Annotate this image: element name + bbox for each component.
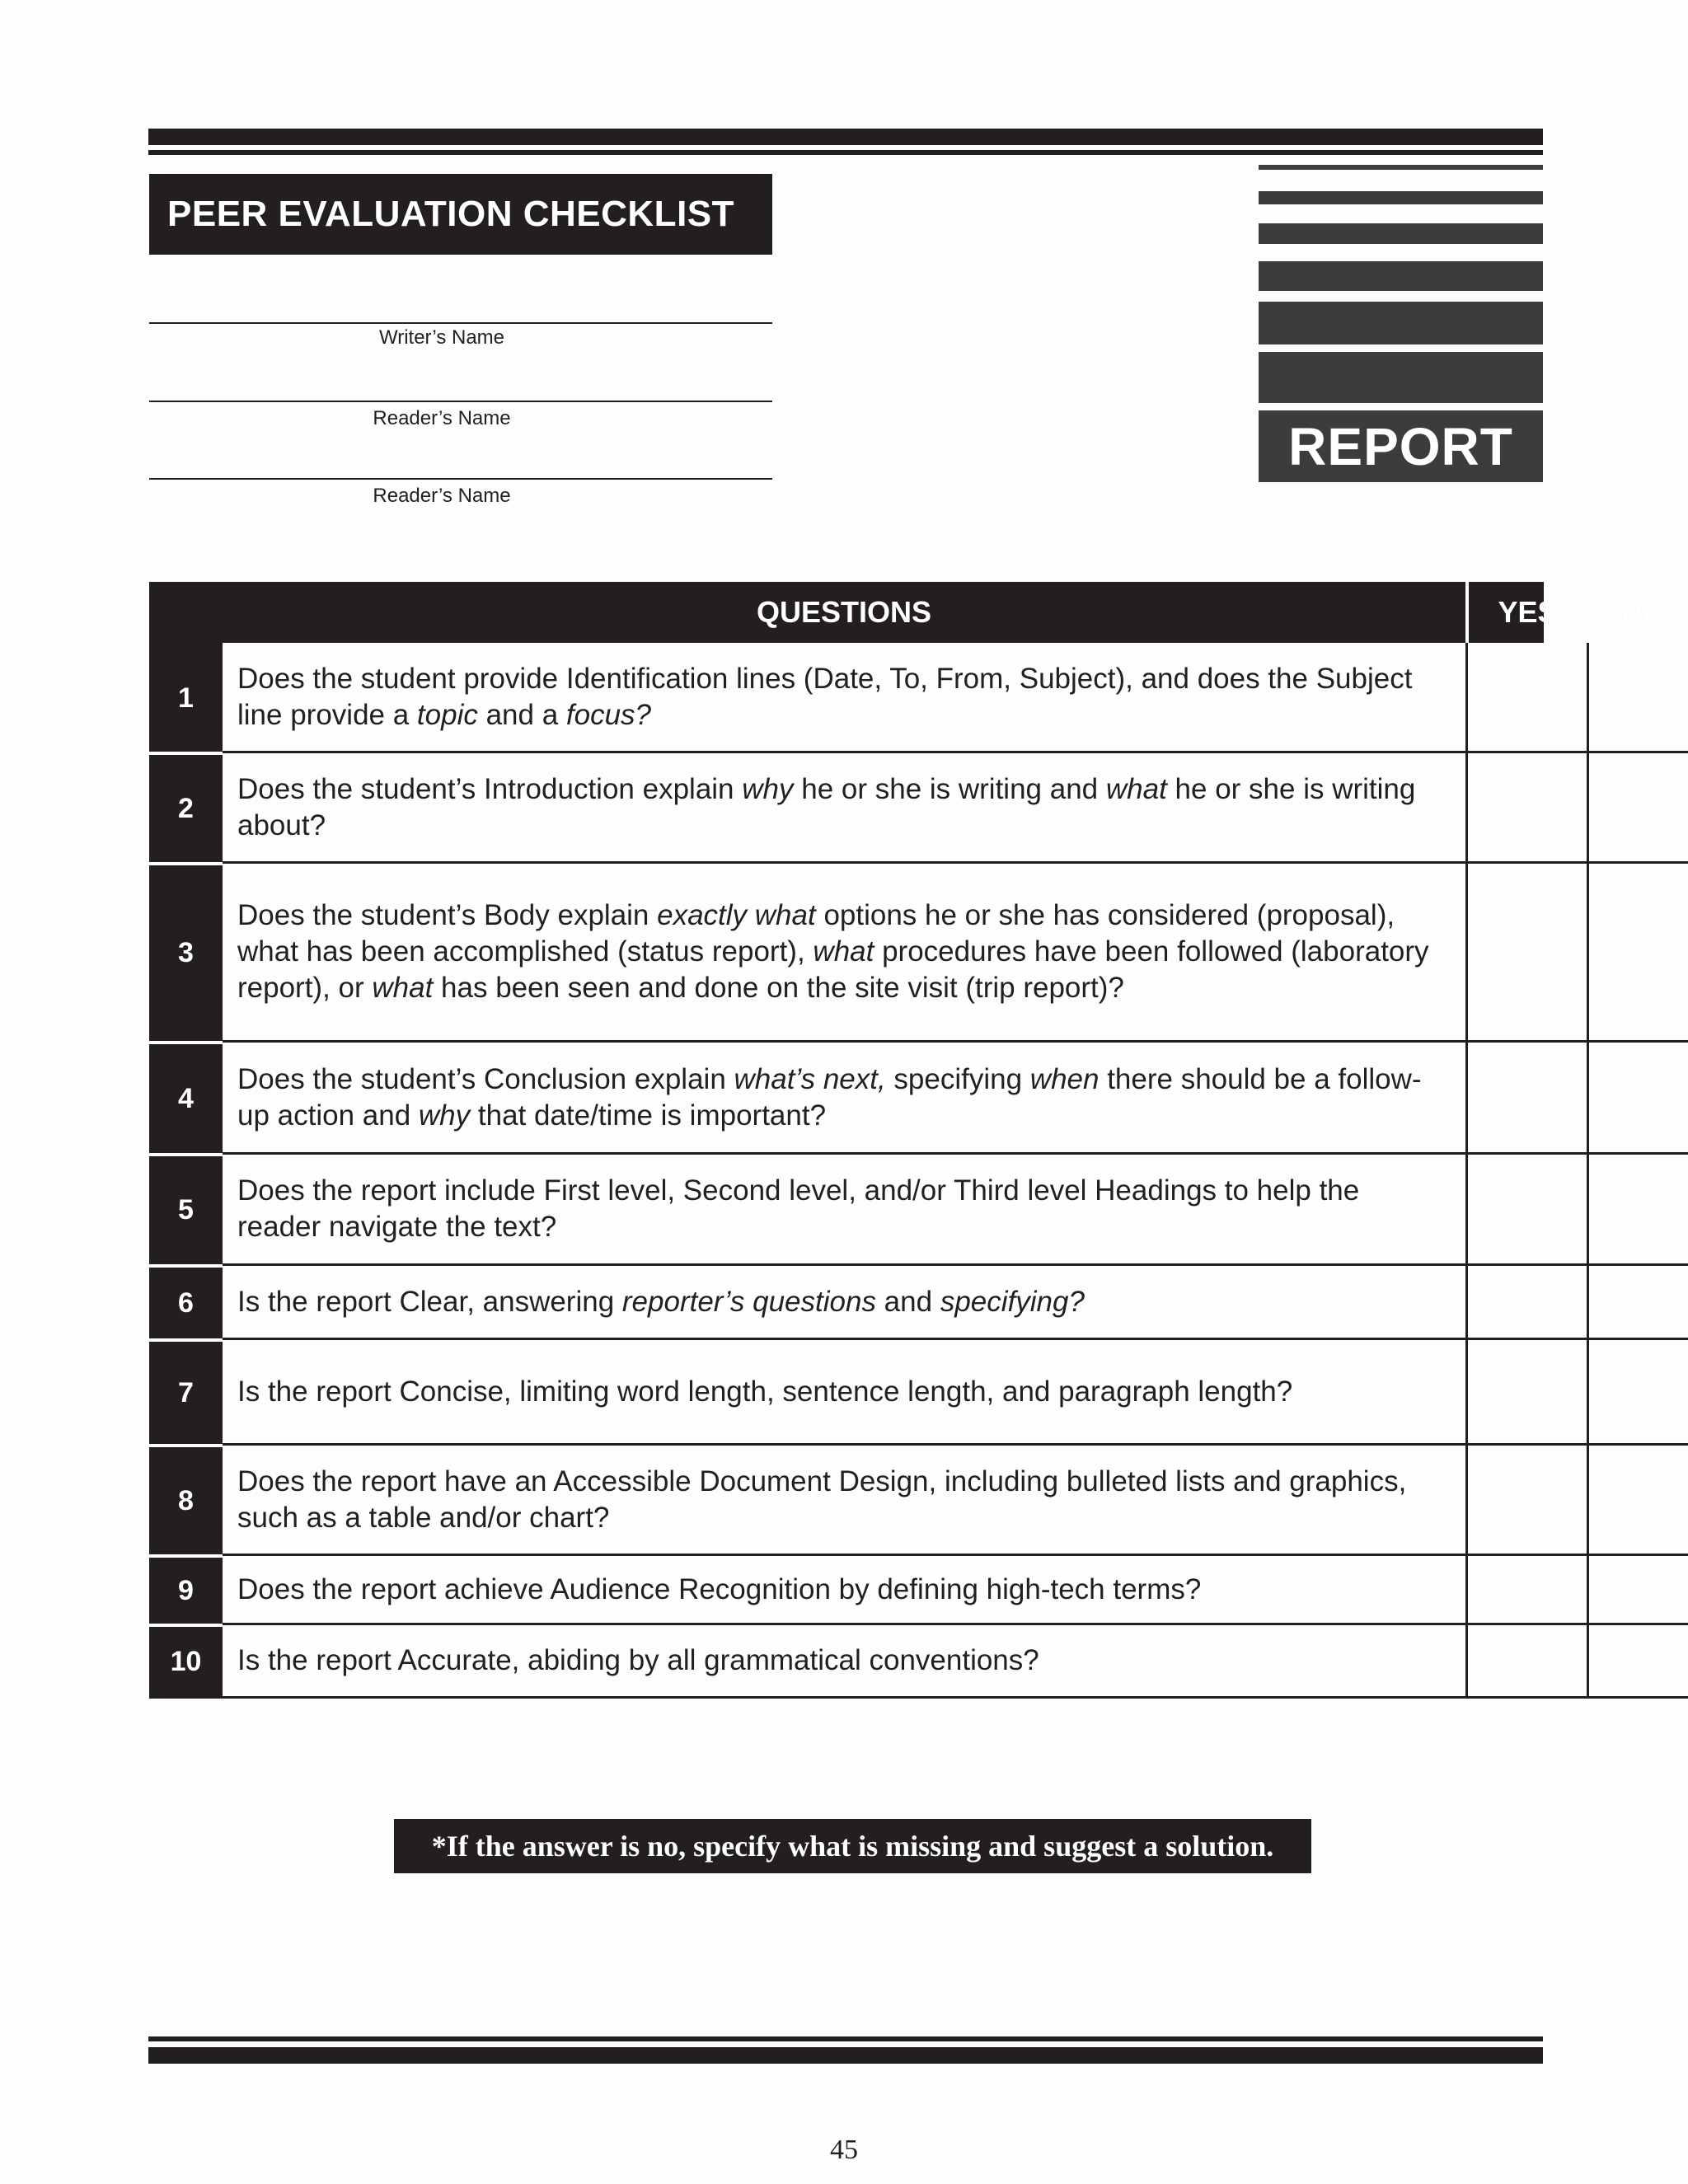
report-stripe-3 <box>1259 223 1543 244</box>
table-header <box>149 582 1677 643</box>
row-divider <box>149 1153 223 1156</box>
row-divider <box>149 752 223 755</box>
table-row <box>149 1266 1544 1340</box>
row-divider <box>149 1041 223 1044</box>
row-number: 9 <box>149 1556 223 1625</box>
no-checkbox-cell[interactable] <box>1587 1556 1688 1625</box>
question-text: Does the report achieve Audience Recognition by defining high-tech terms? <box>237 1572 1202 1605</box>
reader-name-line-1[interactable] <box>149 401 772 402</box>
question-cell <box>223 1625 1468 1699</box>
row-divider <box>149 862 223 865</box>
question-cell <box>223 643 1468 753</box>
question-text: Does the student’s Conclusion explain what’s next, specifying when there should be a follow-up action and why that date/time is important? <box>237 1062 1422 1132</box>
row-number: 6 <box>149 1266 223 1340</box>
table-row <box>149 1043 1544 1155</box>
reader-name-line-2[interactable] <box>149 478 772 480</box>
writer-name-label: Writer’s Name <box>378 326 505 349</box>
question-text: Is the report Clear, answering reporter’s questions and specifying? <box>237 1285 1085 1318</box>
table-row <box>149 1155 1544 1266</box>
no-checkbox-cell[interactable] <box>1587 1043 1688 1155</box>
report-label: REPORT <box>1259 410 1543 482</box>
reader-name-label-1: Reader’s Name <box>373 407 511 429</box>
question-cell <box>223 1340 1468 1446</box>
question-cell <box>223 1043 1468 1155</box>
footnote: *If the answer is no, specify what is missing and suggest a solution. <box>394 1819 1311 1873</box>
question-text: Does the student provide Identification lines (Date, To, From, Subject), and does the Subject line provide a topic and a focus? <box>237 662 1413 731</box>
row-divider <box>149 1554 223 1558</box>
yes-checkbox-cell[interactable] <box>1465 1155 1589 1266</box>
question-cell <box>223 753 1468 864</box>
bottom-rule-thin <box>148 2036 1543 2041</box>
question-cell <box>223 1155 1468 1266</box>
report-stripe-4 <box>1259 261 1543 291</box>
row-number: 3 <box>149 864 223 1043</box>
no-checkbox-cell[interactable] <box>1587 1155 1688 1266</box>
question-text: Is the report Concise, limiting word length, sentence length, and paragraph length? <box>237 1375 1293 1408</box>
no-checkbox-cell[interactable] <box>1587 1266 1688 1340</box>
table-row <box>149 1625 1544 1699</box>
row-number: 4 <box>149 1043 223 1155</box>
question-text: Does the report include First level, Second level, and/or Third level Headings to help the reader navigate the text? <box>237 1174 1360 1243</box>
top-rule-thick <box>148 129 1543 145</box>
no-checkbox-cell[interactable] <box>1587 643 1688 753</box>
no-checkbox-cell[interactable] <box>1587 1625 1688 1699</box>
bottom-rule-thick <box>148 2047 1543 2064</box>
row-number: 1 <box>149 643 223 753</box>
top-rule-thin <box>148 150 1543 155</box>
row-divider <box>149 1624 223 1627</box>
header-questions: QUESTIONS <box>756 595 932 629</box>
yes-checkbox-cell[interactable] <box>1465 1556 1589 1625</box>
yes-checkbox-cell[interactable] <box>1465 1340 1589 1446</box>
yes-checkbox-cell[interactable] <box>1465 1266 1589 1340</box>
row-divider <box>149 1444 223 1447</box>
table-row <box>149 1340 1544 1446</box>
question-text: Does the student’s Introduction explain why he or she is writing and what he or she is writing about? <box>237 772 1416 841</box>
table-row <box>149 864 1544 1043</box>
row-number: 10 <box>149 1625 223 1699</box>
yes-checkbox-cell[interactable] <box>1465 864 1589 1043</box>
question-cell <box>223 864 1468 1043</box>
writer-name-line[interactable] <box>149 322 772 324</box>
no-checkbox-cell[interactable] <box>1587 1340 1688 1446</box>
table-row <box>149 1556 1544 1625</box>
row-number: 7 <box>149 1340 223 1446</box>
reader-name-label-2: Reader’s Name <box>373 485 511 507</box>
row-divider <box>149 1264 223 1268</box>
row-divider <box>149 1338 223 1342</box>
report-stripe-2 <box>1259 191 1543 204</box>
question-cell <box>223 1446 1468 1556</box>
table-row <box>149 753 1544 864</box>
page-title: PEER EVALUATION CHECKLIST <box>149 174 772 255</box>
report-stripe-5 <box>1259 302 1543 344</box>
header-yes: YES <box>1498 595 1558 629</box>
row-number: 5 <box>149 1155 223 1266</box>
no-checkbox-cell[interactable] <box>1587 864 1688 1043</box>
table-row <box>149 1446 1544 1556</box>
question-text: Does the report have an Accessible Document Design, including bulleted lists and graphics, such as a table and/or chart? <box>237 1465 1407 1534</box>
question-cell <box>223 1266 1468 1340</box>
row-number: 2 <box>149 753 223 864</box>
question-text: Is the report Accurate, abiding by all grammatical conventions? <box>237 1644 1039 1676</box>
table-row <box>149 643 1544 753</box>
no-checkbox-cell[interactable] <box>1587 753 1688 864</box>
yes-checkbox-cell[interactable] <box>1465 643 1589 753</box>
report-stripe-6 <box>1259 352 1543 403</box>
row-number: 8 <box>149 1446 223 1556</box>
no-checkbox-cell[interactable] <box>1587 1446 1688 1556</box>
yes-checkbox-cell[interactable] <box>1465 1043 1589 1155</box>
page-number: 45 <box>830 2135 858 2165</box>
header-no: NO* <box>1620 595 1677 629</box>
yes-checkbox-cell[interactable] <box>1465 753 1589 864</box>
question-text: Does the student’s Body explain exactly what options he or she has considered (proposal), what has been accomplished (status report), what procedures have been followed (laboratory report), or what has been seen and done on the site visit (trip report)? <box>237 899 1429 1004</box>
question-cell <box>223 1556 1468 1625</box>
yes-checkbox-cell[interactable] <box>1465 1625 1589 1699</box>
yes-checkbox-cell[interactable] <box>1465 1446 1589 1556</box>
report-stripe-1 <box>1259 165 1543 170</box>
